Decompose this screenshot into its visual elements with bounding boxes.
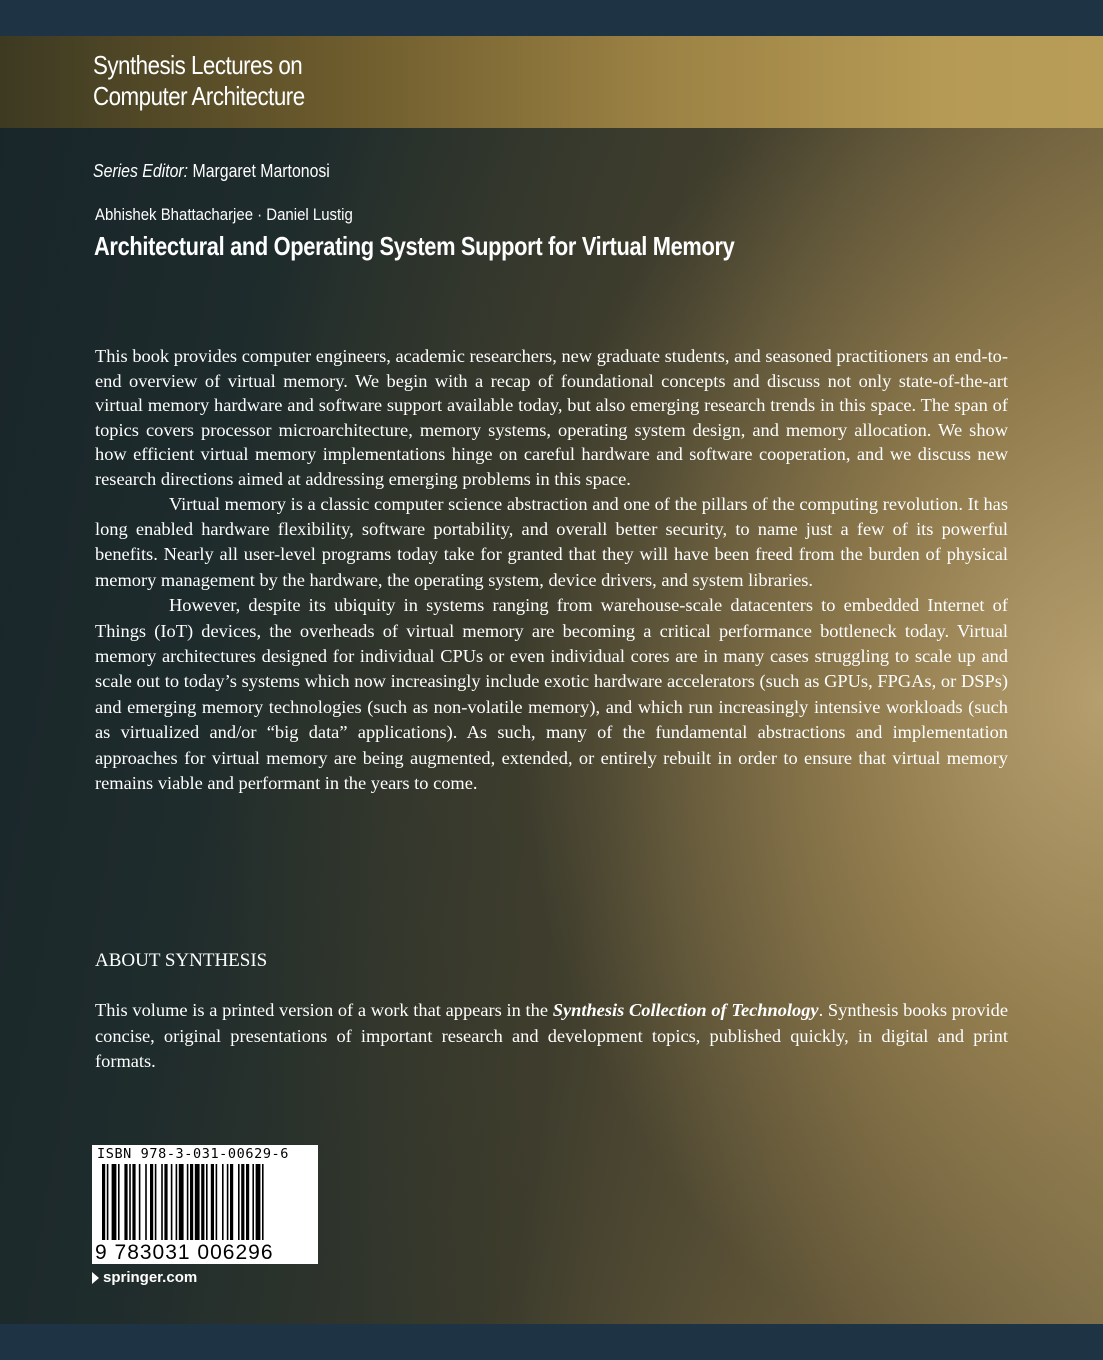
barcode-bar xyxy=(195,1164,200,1240)
barcode-bar xyxy=(190,1164,193,1240)
barcode-bar xyxy=(129,1164,131,1240)
barcode-bar xyxy=(150,1164,153,1240)
barcode-bar xyxy=(252,1164,254,1240)
barcode-digits: 9 783031 006296 xyxy=(95,1241,274,1264)
book-description xyxy=(95,344,1008,796)
barcode-bar xyxy=(227,1164,229,1240)
barcode-bar xyxy=(179,1164,184,1240)
barcode-bar xyxy=(206,1164,208,1240)
barcode-bar xyxy=(161,1164,163,1240)
barcode-bar xyxy=(187,1164,189,1240)
about-text-end: . Synthesis books provide concise, original presentations of important research and development topics, published quickly, in digital and print formats. xyxy=(95,1000,1008,1071)
play-arrow-icon xyxy=(92,1272,99,1284)
about-text-start: This volume is a printed version of a work that appears in the xyxy=(95,1000,553,1020)
barcode-bar xyxy=(107,1164,109,1240)
barcode-bar xyxy=(211,1164,214,1240)
barcode-bar xyxy=(145,1164,147,1240)
barcode-bar xyxy=(246,1164,249,1240)
barcode-bar xyxy=(241,1164,244,1240)
barcode-bar xyxy=(118,1164,120,1240)
about-text xyxy=(95,998,1008,1075)
barcode-bar xyxy=(216,1164,218,1240)
barcode-bar xyxy=(164,1164,167,1240)
barcode-bar xyxy=(262,1164,264,1240)
barcode-bar xyxy=(176,1164,178,1240)
barcode-bar xyxy=(112,1164,117,1240)
isbn-number: ISBN 978-3-031-00629-6 xyxy=(97,1146,290,1162)
barcode-bar xyxy=(102,1164,105,1240)
top-strip xyxy=(0,0,1103,36)
book-title: Architectural and Operating System Support for Virtual Memory xyxy=(94,231,735,261)
book-authors: Abhishek Bhattacharjee · Daniel Lustig xyxy=(95,205,353,224)
barcode-bar xyxy=(201,1164,204,1240)
series-title xyxy=(93,50,305,112)
about-heading: ABOUT SYNTHESIS xyxy=(95,950,268,971)
isbn-barcode xyxy=(92,1145,318,1264)
barcode-bar xyxy=(222,1164,224,1240)
series-title-line-2: Computer Architecture xyxy=(93,81,305,111)
series-editor-name: Margaret Martonosi xyxy=(192,161,330,181)
series-editor-label: Series Editor: xyxy=(93,161,189,181)
barcode-bar xyxy=(124,1164,127,1240)
barcode-bar xyxy=(139,1164,141,1240)
description-paragraph-3: However, despite its ubiquity in systems ranging from warehouse-scale datacenters to embedded Internet of Things (IoT) devices, the overheads of virtual memory are becoming a critical performance bottleneck today. Virtual memory architectures designed for individual CPUs or even individual cores are in many cases struggling to scale up and scale out to today’s systems which now increasingly include exotic hardware accelerators (such as GPUs, FPGAs, or DSPs) and emerging memory technologies (such as non-volatile memory), and which run increasingly intensive workloads (such as virtualized and/or “big data” applications). As such, many of the fundamental abstractions and implementation approaches for virtual memory are being augmented, extended, or entirely rebuilt in order to ensure that virtual memory remains viable and performant in the years to come. xyxy=(95,595,1008,794)
barcode-bar xyxy=(132,1164,135,1240)
barcode-bar xyxy=(238,1164,240,1240)
description-paragraph-1: This book provides computer engineers, academic researchers, new graduate students, and seasoned practitioners an end-to-end overview of virtual memory. We begin with a recap of foundational concepts and discuss not only state-of-the-art virtual memory hardware and software support available today, but also emerging research trends in this space. The span of topics covers processor microarchitecture, memory systems, operating system design, and memory allocation. We show how efficient virtual memory implementations hinge on careful hardware and software cooperation, and we discuss new research directions aimed at addressing emerging problems in this space. xyxy=(95,346,1008,489)
barcode-bar xyxy=(171,1164,173,1240)
series-editor xyxy=(93,161,330,182)
description-paragraph-2: Virtual memory is a classic computer science abstraction and one of the pillars of the computing revolution. It has long enabled hardware flexibility, software portability, and overall better security, to name just a few of its powerful benefits. Nearly all user-level programs today take for granted that they will have been freed from the burden of physical memory management by the hardware, the operating system, device drivers, and system libraries. xyxy=(95,493,1008,590)
series-title-line-1: Synthesis Lectures on xyxy=(93,50,303,80)
barcode-bar xyxy=(256,1164,261,1240)
barcode-bars xyxy=(102,1164,308,1244)
barcode-bar xyxy=(155,1164,157,1240)
bottom-strip xyxy=(0,1324,1103,1360)
barcode-bar xyxy=(230,1164,233,1240)
publisher-site: springer.com xyxy=(103,1269,198,1286)
publisher-link[interactable] xyxy=(92,1269,197,1286)
collection-name: Synthesis Collection of Technology xyxy=(552,1000,819,1020)
